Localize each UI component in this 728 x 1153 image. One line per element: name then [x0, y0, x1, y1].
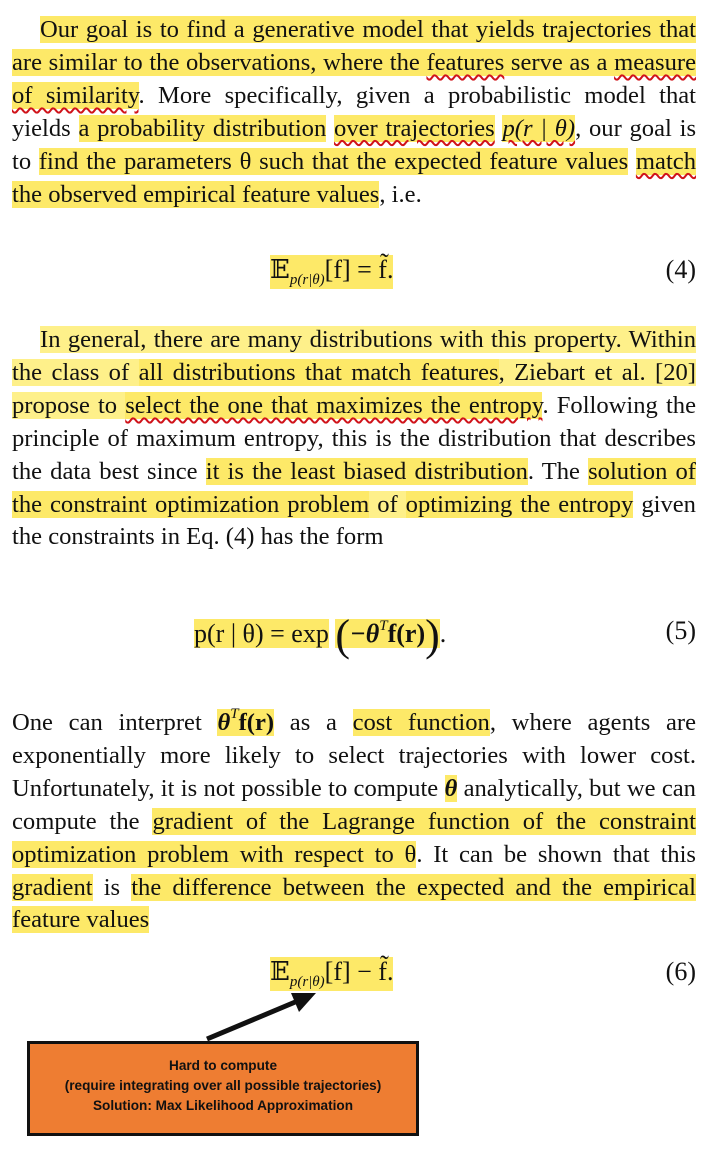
underlined-text: features	[426, 48, 505, 76]
text: cost function	[352, 709, 490, 736]
text: , our goal is to	[12, 114, 697, 175]
underlined-text: match	[635, 147, 696, 175]
expectation-symbol: 𝔼	[270, 957, 290, 986]
equation-number: (4)	[665, 255, 696, 284]
feature-function: f(r)	[387, 619, 426, 648]
text: In general, there are many distributions with this property. Within the class of	[12, 326, 696, 386]
transpose-superscript: T	[379, 618, 388, 634]
arrow-shaft	[207, 1000, 300, 1039]
text: given the constraints in Eq. (4) has the form	[12, 490, 696, 551]
theta-symbol: θ	[444, 774, 458, 802]
theta-symbol: θ	[217, 709, 231, 736]
period: .	[439, 619, 447, 648]
text: . The	[527, 457, 589, 485]
text: the difference between the expected and the empirical feature values	[12, 873, 697, 934]
text: . It can be shown that this	[416, 840, 696, 868]
math-inline: p(r | θ)	[502, 114, 576, 142]
feature-function: f(r)	[238, 709, 275, 736]
text: gradient	[12, 873, 93, 901]
callout-line-2: (require integrating over all possible trajectories)	[64, 1078, 382, 1093]
equation-body: [f] = f̃.	[324, 255, 394, 284]
subscript: p(r|θ)	[289, 974, 325, 990]
text: . Following the principle of maximum entropy, this is the distribution that describes the data best since	[12, 391, 696, 485]
text: analytically, but we can compute the	[12, 774, 696, 835]
equation-number: (5)	[665, 616, 696, 645]
text: gradient of the Lagrange function of the constraint optimization problem with respect to θ	[12, 807, 696, 868]
text: the observed empirical feature values	[12, 180, 380, 208]
text: all distributions that match features	[138, 358, 499, 386]
text: , where agents are exponentially more likely to select trajectories with lower cost. Unfortunately, it is not possible to compute	[12, 709, 696, 802]
transpose-superscript: T	[230, 706, 239, 722]
text: optimizing the entropy	[405, 490, 634, 518]
text: generative model	[252, 16, 424, 43]
text: as a	[274, 709, 353, 736]
text: find the parameters θ such that the expected feature values	[38, 147, 629, 175]
callout-box	[27, 1041, 419, 1136]
left-paren: (	[335, 611, 350, 660]
text: a probability distribution	[78, 114, 327, 142]
text: . More specifically, given a probabilistic model that yields	[12, 81, 696, 142]
text: of	[369, 490, 406, 518]
underlined-text: over trajectories	[334, 114, 495, 142]
text: solution of the constraint optimization problem	[12, 457, 696, 518]
text: is	[92, 873, 132, 901]
text: serve as a	[504, 48, 615, 76]
subscript: p(r|θ)	[289, 272, 325, 288]
callout-line-3: Solution: Max Likelihood Approximation	[92, 1098, 354, 1113]
underlined-text: measure of similarity	[12, 48, 696, 109]
equation-body: [f] − f̃.	[324, 957, 394, 986]
theta-symbol: −θ	[350, 619, 380, 648]
text: that yields trajectories that are similar to the observations, where the	[12, 16, 696, 76]
text: it is the least biased distribution	[205, 457, 528, 485]
text: , i.e.	[379, 180, 422, 208]
equation-lhs: p(r | θ) = exp	[194, 619, 329, 648]
expectation-symbol: 𝔼	[270, 255, 290, 284]
right-paren: )	[425, 611, 440, 660]
text: , Ziebart et al. [20] propose to	[12, 358, 696, 419]
text: Our goal is to find a	[40, 16, 253, 43]
underlined-text: select the one that maximizes the entropy	[125, 391, 543, 419]
callout-line-1: Hard to compute	[169, 1058, 277, 1073]
equation-number: (6)	[665, 957, 696, 986]
text: One can interpret	[12, 709, 218, 736]
